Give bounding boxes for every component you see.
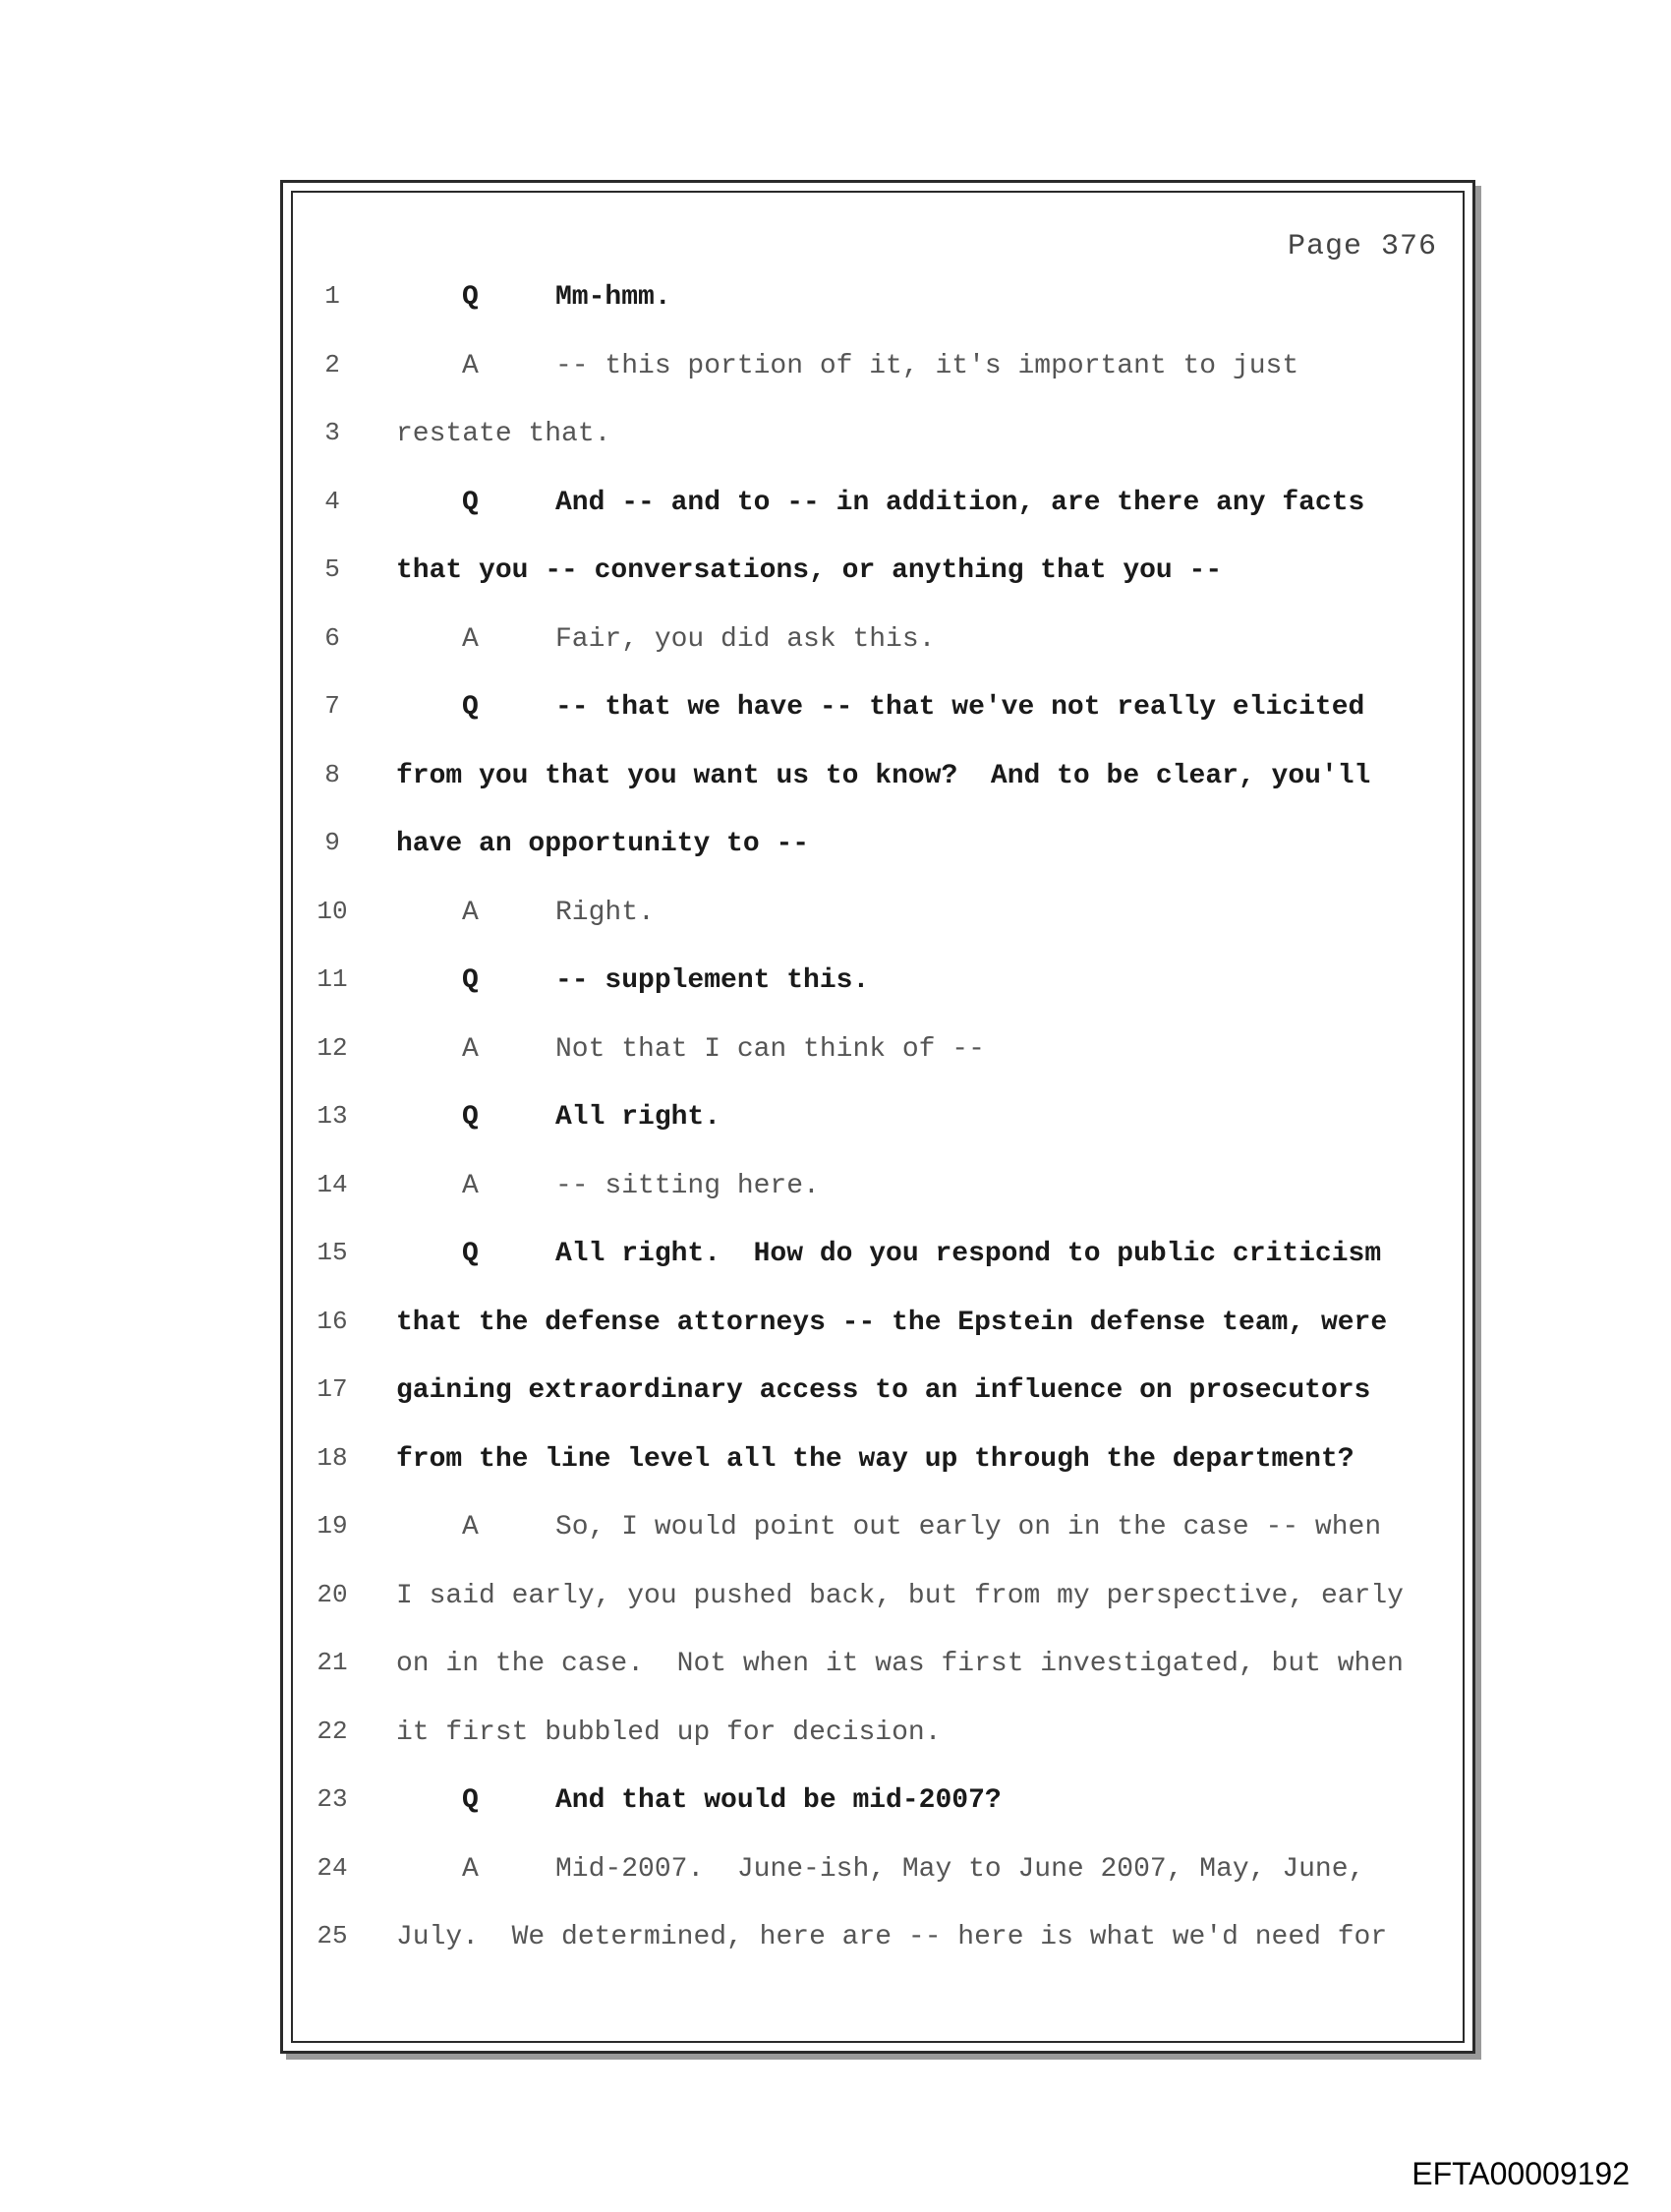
line-text: that you -- conversations, or anything that you -- bbox=[396, 555, 1223, 586]
speaker-answer: A bbox=[462, 897, 479, 928]
speaker-question: Q bbox=[462, 487, 479, 518]
speaker-answer: A bbox=[462, 623, 479, 655]
line-number: 7 bbox=[324, 691, 340, 721]
line-text: from the line level all the way up through the department? bbox=[396, 1443, 1354, 1475]
line-text: And -- and to -- in addition, are there any facts bbox=[555, 487, 1365, 518]
line-number: 12 bbox=[317, 1032, 348, 1063]
line-number: 4 bbox=[324, 486, 340, 516]
transcript-line bbox=[283, 1372, 1472, 1441]
line-text: -- this portion of it, it's important to just bbox=[555, 350, 1299, 381]
line-number: 21 bbox=[317, 1648, 348, 1677]
transcript-line bbox=[283, 962, 1472, 1031]
transcript-line bbox=[283, 553, 1472, 621]
line-text: it first bubbled up for decision. bbox=[396, 1717, 942, 1748]
line-number: 25 bbox=[317, 1921, 348, 1950]
transcript-line bbox=[283, 416, 1472, 485]
line-number: 19 bbox=[317, 1511, 348, 1541]
transcript-line bbox=[283, 1236, 1472, 1305]
line-number: 15 bbox=[317, 1238, 348, 1267]
line-number: 20 bbox=[317, 1579, 348, 1609]
line-number: 2 bbox=[324, 349, 340, 379]
transcript-line bbox=[283, 1782, 1472, 1851]
transcript-line bbox=[283, 348, 1472, 417]
line-text: -- sitting here. bbox=[555, 1170, 820, 1201]
speaker-answer: A bbox=[462, 1170, 479, 1201]
line-text: have an opportunity to -- bbox=[396, 829, 810, 859]
line-text: And that would be mid-2007? bbox=[555, 1785, 1002, 1816]
speaker-question: Q bbox=[462, 1239, 479, 1269]
line-text: -- supplement this. bbox=[555, 965, 870, 996]
transcript-line bbox=[283, 689, 1472, 758]
transcript-page-frame bbox=[280, 180, 1475, 2054]
line-text: on in the case. Not when it was first investigated, but when bbox=[396, 1649, 1404, 1679]
line-number: 8 bbox=[324, 759, 340, 789]
speaker-question: Q bbox=[462, 1785, 479, 1816]
transcript-lines bbox=[283, 279, 1472, 1988]
speaker-question: Q bbox=[462, 1102, 479, 1133]
line-number: 5 bbox=[324, 554, 340, 584]
line-text: Right. bbox=[555, 897, 655, 928]
line-text: I said early, you pushed back, but from my perspective, early bbox=[396, 1580, 1404, 1611]
transcript-line bbox=[283, 1851, 1472, 1920]
speaker-answer: A bbox=[462, 1853, 479, 1885]
transcript-line bbox=[283, 1646, 1472, 1715]
document-id: EFTA00009192 bbox=[1412, 2156, 1630, 2191]
transcript-line bbox=[283, 758, 1472, 827]
speaker-answer: A bbox=[462, 1512, 479, 1543]
line-text: July. We determined, here are -- here is what we'd need for bbox=[396, 1922, 1388, 1952]
transcript-line bbox=[283, 485, 1472, 553]
line-number: 1 bbox=[324, 281, 340, 311]
line-text: -- that we have -- that we've not really elicited bbox=[555, 692, 1365, 723]
line-number: 13 bbox=[317, 1101, 348, 1131]
line-text: All right. How do you respond to public criticism bbox=[555, 1239, 1382, 1269]
line-number: 11 bbox=[317, 964, 348, 994]
transcript-line bbox=[283, 1715, 1472, 1783]
speaker-question: Q bbox=[462, 965, 479, 996]
transcript-line bbox=[283, 826, 1472, 895]
line-text: that the defense attorneys -- the Epstein defense team, were bbox=[396, 1307, 1388, 1338]
line-text: Fair, you did ask this. bbox=[555, 623, 936, 655]
line-number: 3 bbox=[324, 418, 340, 447]
transcript-line bbox=[283, 279, 1472, 348]
transcript-line bbox=[283, 1305, 1472, 1373]
transcript-line bbox=[283, 1509, 1472, 1578]
transcript-line bbox=[283, 1031, 1472, 1100]
line-text: Not that I can think of -- bbox=[555, 1033, 985, 1065]
line-number: 9 bbox=[324, 828, 340, 857]
transcript-line bbox=[283, 1441, 1472, 1510]
line-text: Mid-2007. June-ish, May to June 2007, May, June, bbox=[555, 1853, 1365, 1885]
line-text: gaining extraordinary access to an influence on prosecutors bbox=[396, 1375, 1371, 1406]
line-text: All right. bbox=[555, 1102, 721, 1133]
transcript-line bbox=[283, 1919, 1472, 1988]
speaker-answer: A bbox=[462, 350, 479, 381]
line-number: 23 bbox=[317, 1784, 348, 1814]
line-number: 14 bbox=[317, 1169, 348, 1199]
speaker-question: Q bbox=[462, 692, 479, 723]
transcript-line bbox=[283, 1578, 1472, 1647]
speaker-question: Q bbox=[462, 282, 479, 313]
speaker-answer: A bbox=[462, 1033, 479, 1065]
line-number: 6 bbox=[324, 622, 340, 653]
transcript-line bbox=[283, 1168, 1472, 1237]
line-number: 24 bbox=[317, 1852, 348, 1883]
line-text: So, I would point out early on in the case -- when bbox=[555, 1512, 1382, 1543]
transcript-line bbox=[283, 621, 1472, 690]
line-number: 22 bbox=[317, 1716, 348, 1746]
line-text: Mm-hmm. bbox=[555, 282, 671, 313]
line-number: 10 bbox=[317, 896, 348, 926]
line-number: 17 bbox=[317, 1374, 348, 1404]
transcript-line bbox=[283, 895, 1472, 963]
transcript-line bbox=[283, 1099, 1472, 1168]
line-number: 16 bbox=[317, 1306, 348, 1336]
line-number: 18 bbox=[317, 1442, 348, 1473]
line-text: restate that. bbox=[396, 419, 611, 449]
line-text: from you that you want us to know? And to be clear, you'll bbox=[396, 760, 1371, 791]
page-number: Page 376 bbox=[1287, 230, 1437, 263]
